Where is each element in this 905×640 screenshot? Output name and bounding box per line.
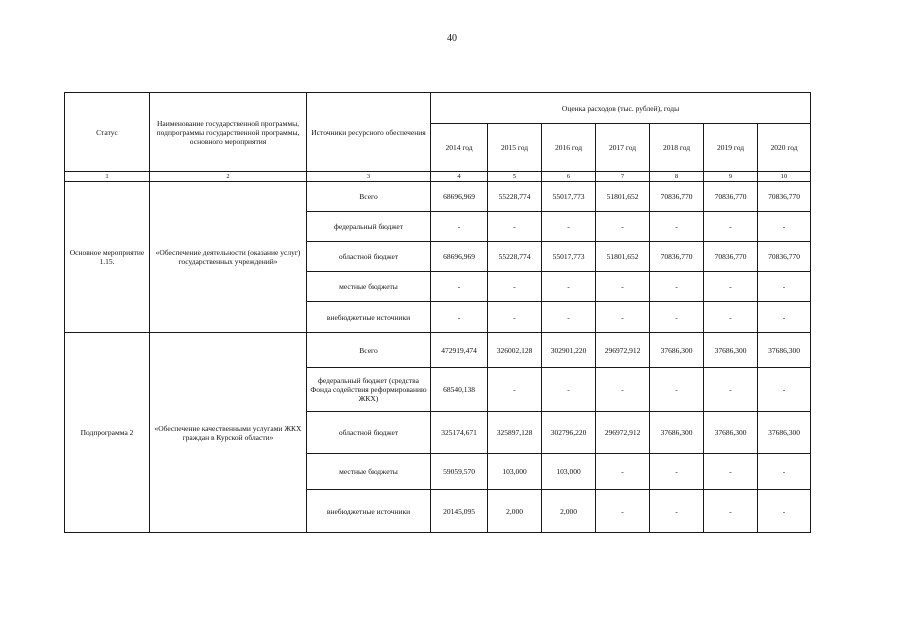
value-cell: - [758,212,811,242]
value-cell: 68696,969 [431,242,488,272]
value-cell: 37686,300 [650,412,704,454]
column-number-row [65,172,811,182]
value-cell: 70836,770 [704,242,758,272]
column-number: 10 [758,172,811,182]
value-cell: - [542,302,596,333]
value-cell: - [488,368,542,412]
column-number: 1 [65,172,150,182]
value-cell: - [758,490,811,533]
value-cell: - [758,302,811,333]
column-number: 9 [704,172,758,182]
value-cell: 70836,770 [758,182,811,212]
source-cell: федеральный бюджет (средства Фонда содействия реформированию ЖКХ) [307,368,431,412]
value-cell: 296972,912 [596,412,650,454]
source-cell: местные бюджеты [307,272,431,302]
table-row [65,333,811,368]
header-year: 2015 год [488,124,542,172]
header-year: 2019 год [704,124,758,172]
value-cell: - [758,368,811,412]
value-cell: - [596,454,650,490]
source-cell: областной бюджет [307,412,431,454]
value-cell: 68540,138 [431,368,488,412]
value-cell: 20145,095 [431,490,488,533]
value-cell: - [596,302,650,333]
header-name: Наименование государственной программы, подпрограммы государственной программы, основного мероприятия [150,93,307,172]
value-cell: - [431,212,488,242]
value-cell: - [704,302,758,333]
header-year: 2014 год [431,124,488,172]
value-cell: 70836,770 [758,242,811,272]
header-status: Статус [65,93,150,172]
column-number: 4 [431,172,488,182]
value-cell: 37686,300 [704,333,758,368]
value-cell: - [596,368,650,412]
value-cell: 325897,128 [488,412,542,454]
value-cell: 51801,652 [596,242,650,272]
value-cell: - [650,490,704,533]
value-cell: - [704,272,758,302]
value-cell: - [704,490,758,533]
value-cell: 37686,300 [758,333,811,368]
value-cell: 55228,774 [488,242,542,272]
program-name-cell: «Обеспечение деятельности (оказание услуг) государственных учреждений» [150,182,307,333]
status-cell: Подпрограмма 2 [65,333,150,533]
source-cell: Всего [307,333,431,368]
value-cell: 302901,220 [542,333,596,368]
value-cell: 2,000 [542,490,596,533]
value-cell: - [704,368,758,412]
value-cell: 472919,474 [431,333,488,368]
value-cell: - [488,272,542,302]
header-year: 2017 год [596,124,650,172]
value-cell: - [488,212,542,242]
value-cell: 296972,912 [596,333,650,368]
value-cell: 55017,773 [542,182,596,212]
column-number: 3 [307,172,431,182]
value-cell: 70836,770 [650,242,704,272]
value-cell: 55017,773 [542,242,596,272]
value-cell: 325174,671 [431,412,488,454]
value-cell: - [431,272,488,302]
value-cell: - [758,272,811,302]
column-number: 8 [650,172,704,182]
column-number: 7 [596,172,650,182]
value-cell: 37686,300 [704,412,758,454]
value-cell: 103,000 [488,454,542,490]
value-cell: 326002,128 [488,333,542,368]
header-sources: Источники ресурсного обеспечения [307,93,431,172]
header-year: 2018 год [650,124,704,172]
value-cell: - [542,272,596,302]
value-cell: 68696,969 [431,182,488,212]
budget-table [64,92,811,533]
value-cell: - [704,454,758,490]
value-cell: - [488,302,542,333]
value-cell: - [431,302,488,333]
value-cell: - [596,212,650,242]
value-cell: 103,000 [542,454,596,490]
source-cell: внебюджетные источники [307,490,431,533]
value-cell: 2,000 [488,490,542,533]
value-cell: - [650,302,704,333]
value-cell: - [650,368,704,412]
column-number: 6 [542,172,596,182]
value-cell: - [596,272,650,302]
value-cell: - [650,212,704,242]
value-cell: 51801,652 [596,182,650,212]
value-cell: 37686,300 [650,333,704,368]
status-cell: Основное мероприятие 1.15. [65,182,150,333]
value-cell: 70836,770 [650,182,704,212]
column-number: 5 [488,172,542,182]
value-cell: - [596,490,650,533]
header-year: 2020 год [758,124,811,172]
source-cell: Всего [307,182,431,212]
value-cell: 55228,774 [488,182,542,212]
value-cell: - [650,454,704,490]
value-cell: 302796,220 [542,412,596,454]
source-cell: местные бюджеты [307,454,431,490]
value-cell: - [650,272,704,302]
value-cell: - [542,368,596,412]
value-cell: 70836,770 [704,182,758,212]
value-cell: - [542,212,596,242]
header-year: 2016 год [542,124,596,172]
header-row [65,93,811,124]
source-cell: внебюджетные источники [307,302,431,333]
source-cell: федеральный бюджет [307,212,431,242]
value-cell: - [704,212,758,242]
table-row [65,182,811,212]
value-cell: 59059,570 [431,454,488,490]
page-number: 40 [447,33,457,44]
program-name-cell: «Обеспечение качественными услугами ЖКХ граждан в Курской области» [150,333,307,533]
value-cell: - [758,454,811,490]
header-estimate: Оценка расходов (тыс. рублей), годы [431,93,811,124]
column-number: 2 [150,172,307,182]
source-cell: областной бюджет [307,242,431,272]
value-cell: 37686,300 [758,412,811,454]
